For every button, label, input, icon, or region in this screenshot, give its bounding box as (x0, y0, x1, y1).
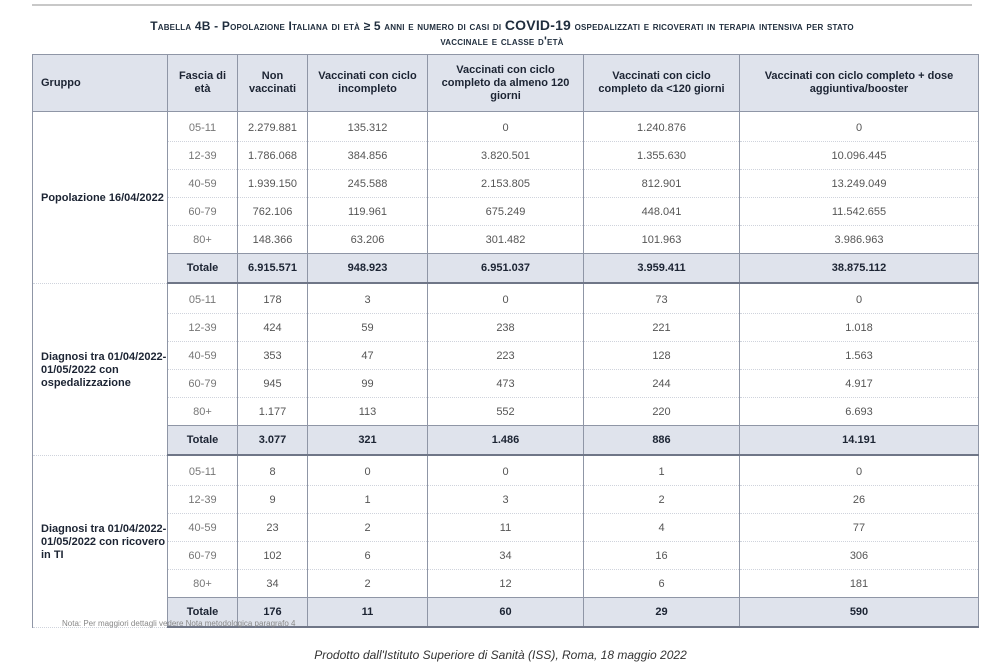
cell-completo-120: 2.153.805 (428, 170, 584, 198)
cell-ciclo-incompleto: 63.206 (308, 226, 428, 254)
cell-fascia: 40-59 (168, 514, 238, 542)
cell-completo-lt120: 244 (584, 370, 740, 398)
cell-completo-lt120: 4 (584, 514, 740, 542)
cell-booster: 1.563 (740, 342, 979, 370)
cell-ciclo-incompleto: 47 (308, 342, 428, 370)
cell-completo-lt120: 812.901 (584, 170, 740, 198)
cell-non-vaccinati: 762.106 (238, 198, 308, 226)
footer: Prodotto dall'Istituto Superiore di Sanità (ISS), Roma, 18 maggio 2022 (314, 648, 687, 662)
cell-booster: 306 (740, 542, 979, 570)
total-fascia: Totale (168, 254, 238, 284)
cell-completo-120: 34 (428, 542, 584, 570)
cell-completo-lt120: 220 (584, 398, 740, 426)
data-table (32, 54, 979, 628)
cell-booster: 1.018 (740, 314, 979, 342)
cell-ciclo-incompleto: 3 (308, 283, 428, 314)
cell-non-vaccinati: 1.177 (238, 398, 308, 426)
table-title (30, 18, 974, 49)
cell-completo-lt120: 16 (584, 542, 740, 570)
total-non-vaccinati: 176 (238, 598, 308, 628)
note: Nota: Per maggiori dettagli vedere Nota metodologica paragrafo 4 (62, 619, 296, 628)
table-row (33, 398, 979, 426)
cell-completo-120: 11 (428, 514, 584, 542)
table-row (33, 542, 979, 570)
cell-non-vaccinati: 8 (238, 455, 308, 486)
cell-fascia: 12-39 (168, 486, 238, 514)
group-label: Popolazione 16/04/2022 (33, 112, 168, 284)
cell-booster: 0 (740, 283, 979, 314)
cell-booster: 181 (740, 570, 979, 598)
total-non-vaccinati: 6.915.571 (238, 254, 308, 284)
cell-fascia: 05-11 (168, 112, 238, 142)
cell-completo-120: 675.249 (428, 198, 584, 226)
cell-ciclo-incompleto: 135.312 (308, 112, 428, 142)
table-row (33, 112, 979, 142)
header-completo-lt120: Vaccinati con ciclo completo da <120 giorni (584, 55, 740, 112)
cell-non-vaccinati: 2.279.881 (238, 112, 308, 142)
total-ciclo-incompleto: 948.923 (308, 254, 428, 284)
header-ciclo-incompleto: Vaccinati con ciclo incompleto (308, 55, 428, 112)
total-row (33, 254, 979, 284)
total-ciclo-incompleto: 321 (308, 426, 428, 456)
cell-ciclo-incompleto: 113 (308, 398, 428, 426)
header-completo-120: Vaccinati con ciclo completo da almeno 120 giorni (428, 55, 584, 112)
cell-fascia: 05-11 (168, 283, 238, 314)
cell-ciclo-incompleto: 2 (308, 570, 428, 598)
top-rule (32, 4, 972, 6)
cell-ciclo-incompleto: 59 (308, 314, 428, 342)
cell-completo-120: 0 (428, 112, 584, 142)
cell-fascia: 40-59 (168, 170, 238, 198)
cell-completo-lt120: 1.240.876 (584, 112, 740, 142)
cell-fascia: 40-59 (168, 342, 238, 370)
total-completo-lt120: 29 (584, 598, 740, 628)
cell-completo-lt120: 73 (584, 283, 740, 314)
cell-fascia: 60-79 (168, 542, 238, 570)
total-completo-120: 1.486 (428, 426, 584, 456)
total-booster: 590 (740, 598, 979, 628)
cell-booster: 26 (740, 486, 979, 514)
total-non-vaccinati: 3.077 (238, 426, 308, 456)
cell-completo-120: 0 (428, 455, 584, 486)
cell-non-vaccinati: 9 (238, 486, 308, 514)
cell-ciclo-incompleto: 99 (308, 370, 428, 398)
table-row (33, 486, 979, 514)
title-line2: vaccinale e classe d'età (440, 34, 564, 48)
table-row (33, 514, 979, 542)
cell-fascia: 80+ (168, 226, 238, 254)
title-part1: Tabella 4B - Popolazione Italiana di età ≥ 5 anni e numero di casi di (150, 19, 505, 33)
total-booster: 14.191 (740, 426, 979, 456)
cell-ciclo-incompleto: 2 (308, 514, 428, 542)
cell-completo-lt120: 128 (584, 342, 740, 370)
header-non-vaccinati: Non vaccinati (238, 55, 308, 112)
cell-completo-120: 3 (428, 486, 584, 514)
cell-fascia: 05-11 (168, 455, 238, 486)
cell-booster: 77 (740, 514, 979, 542)
table-row (33, 314, 979, 342)
cell-completo-lt120: 101.963 (584, 226, 740, 254)
group-label: Diagnosi tra 01/04/2022-01/05/2022 con ricovero in TI (33, 455, 168, 627)
header-fascia: Fascia di età (168, 55, 238, 112)
table-row (33, 455, 979, 486)
table-row (33, 370, 979, 398)
cell-completo-lt120: 221 (584, 314, 740, 342)
cell-completo-lt120: 2 (584, 486, 740, 514)
cell-fascia: 12-39 (168, 142, 238, 170)
cell-completo-120: 301.482 (428, 226, 584, 254)
table-row (33, 198, 979, 226)
cell-non-vaccinati: 424 (238, 314, 308, 342)
cell-fascia: 60-79 (168, 198, 238, 226)
cell-booster: 10.096.445 (740, 142, 979, 170)
cell-non-vaccinati: 1.786.068 (238, 142, 308, 170)
cell-non-vaccinati: 23 (238, 514, 308, 542)
title-covid: COVID-19 (504, 17, 572, 33)
cell-fascia: 60-79 (168, 370, 238, 398)
title-part2: ospedalizzati e ricoverati in terapia intensiva per stato (571, 19, 854, 33)
cell-non-vaccinati: 945 (238, 370, 308, 398)
cell-booster: 6.693 (740, 398, 979, 426)
total-completo-lt120: 3.959.411 (584, 254, 740, 284)
table-row (33, 226, 979, 254)
table-row (33, 142, 979, 170)
table-row (33, 283, 979, 314)
total-fascia: Totale (168, 598, 238, 628)
cell-completo-120: 12 (428, 570, 584, 598)
cell-non-vaccinati: 353 (238, 342, 308, 370)
cell-completo-120: 3.820.501 (428, 142, 584, 170)
total-ciclo-incompleto: 11 (308, 598, 428, 628)
total-completo-lt120: 886 (584, 426, 740, 456)
cell-non-vaccinati: 34 (238, 570, 308, 598)
cell-booster: 0 (740, 455, 979, 486)
cell-ciclo-incompleto: 245.588 (308, 170, 428, 198)
cell-fascia: 12-39 (168, 314, 238, 342)
cell-completo-lt120: 6 (584, 570, 740, 598)
cell-booster: 4.917 (740, 370, 979, 398)
cell-completo-120: 0 (428, 283, 584, 314)
cell-non-vaccinati: 178 (238, 283, 308, 314)
cell-fascia: 80+ (168, 570, 238, 598)
header-booster: Vaccinati con ciclo completo + dose aggiuntiva/booster (740, 55, 979, 112)
cell-ciclo-incompleto: 6 (308, 542, 428, 570)
table-row (33, 342, 979, 370)
total-completo-120: 6.951.037 (428, 254, 584, 284)
cell-booster: 0 (740, 112, 979, 142)
total-booster: 38.875.112 (740, 254, 979, 284)
cell-booster: 3.986.963 (740, 226, 979, 254)
cell-completo-lt120: 1.355.630 (584, 142, 740, 170)
cell-ciclo-incompleto: 0 (308, 455, 428, 486)
cell-fascia: 80+ (168, 398, 238, 426)
header-gruppo: Gruppo (33, 55, 168, 112)
cell-ciclo-incompleto: 119.961 (308, 198, 428, 226)
group-label: Diagnosi tra 01/04/2022-01/05/2022 con ospedalizzazione (33, 283, 168, 455)
table-row (33, 170, 979, 198)
total-completo-120: 60 (428, 598, 584, 628)
cell-non-vaccinati: 102 (238, 542, 308, 570)
cell-non-vaccinati: 1.939.150 (238, 170, 308, 198)
cell-completo-lt120: 448.041 (584, 198, 740, 226)
total-fascia: Totale (168, 426, 238, 456)
cell-ciclo-incompleto: 1 (308, 486, 428, 514)
table-row (33, 570, 979, 598)
cell-completo-120: 552 (428, 398, 584, 426)
cell-completo-120: 223 (428, 342, 584, 370)
cell-non-vaccinati: 148.366 (238, 226, 308, 254)
cell-ciclo-incompleto: 384.856 (308, 142, 428, 170)
cell-booster: 13.249.049 (740, 170, 979, 198)
total-row (33, 426, 979, 456)
cell-completo-120: 238 (428, 314, 584, 342)
cell-booster: 11.542.655 (740, 198, 979, 226)
header-row (33, 55, 979, 112)
cell-completo-120: 473 (428, 370, 584, 398)
cell-completo-lt120: 1 (584, 455, 740, 486)
